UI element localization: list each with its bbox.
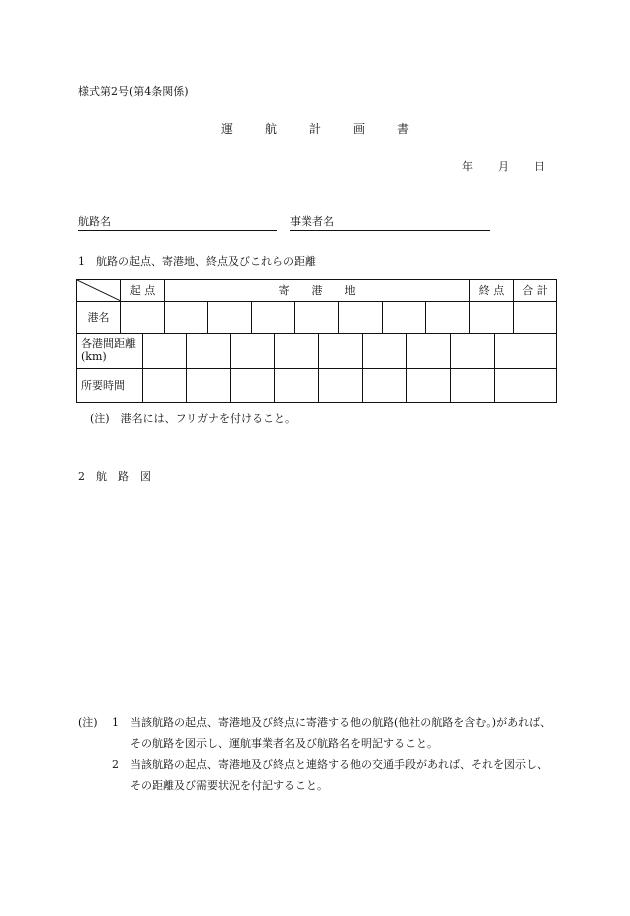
- port-name-cell[interactable]: [514, 302, 557, 334]
- distance-total-cell[interactable]: [495, 333, 557, 368]
- route-name-field[interactable]: [78, 216, 277, 231]
- distance-cell[interactable]: [319, 333, 363, 368]
- header-end: 終 点: [470, 280, 514, 302]
- time-cell[interactable]: [187, 368, 231, 402]
- distance-table: [76, 333, 557, 403]
- title-char: 航: [264, 122, 277, 136]
- corner-cell: [77, 280, 121, 302]
- header-start: 起 点: [121, 280, 165, 302]
- section1-title: 1 航路の起点、寄港地、終点及びこれらの距離: [78, 255, 316, 268]
- time-total-cell[interactable]: [495, 368, 557, 402]
- form-number: 様式第2号(第4条関係): [78, 85, 189, 98]
- distance-cell[interactable]: [231, 333, 275, 368]
- distance-cell[interactable]: [275, 333, 319, 368]
- title-char: 書: [397, 122, 410, 136]
- footnote-2-text: 当該航路の起点、寄港地及び終点と連絡する他の交通手段があれば、それを図示し、その距離及び需要状況を付記すること。: [130, 758, 548, 792]
- time-cell[interactable]: [143, 368, 187, 402]
- time-cell[interactable]: [363, 368, 407, 402]
- date-month-label: 月: [498, 160, 509, 173]
- port-name-cell[interactable]: [383, 302, 426, 334]
- distance-cell[interactable]: [407, 333, 451, 368]
- footnote-2: [78, 754, 558, 796]
- time-cell[interactable]: [275, 368, 319, 402]
- time-cell[interactable]: [451, 368, 495, 402]
- time-cell[interactable]: [407, 368, 451, 402]
- route-map-area[interactable]: [78, 490, 558, 695]
- row-label-time: 所要時間: [77, 368, 143, 402]
- date-line: [462, 160, 570, 174]
- title-char: 運: [220, 122, 233, 136]
- form-title: [0, 122, 630, 136]
- port-name-cell[interactable]: [339, 302, 383, 334]
- footnotes: [78, 712, 558, 796]
- distance-cell[interactable]: [363, 333, 407, 368]
- distance-cell[interactable]: [451, 333, 495, 368]
- section2-title: 2 航 路 図: [78, 470, 151, 483]
- route-table: [76, 279, 557, 334]
- table-note: (注) 港名には、フリガナを付けること。: [90, 412, 297, 425]
- title-char: 画: [353, 122, 366, 136]
- distance-cell[interactable]: [187, 333, 231, 368]
- port-name-cell[interactable]: [426, 302, 470, 334]
- footnote-prefix: (注): [78, 716, 98, 729]
- port-name-cell[interactable]: [295, 302, 339, 334]
- operator-name-field[interactable]: [290, 216, 490, 231]
- row-label-port-name: 港名: [77, 302, 121, 334]
- port-name-cell[interactable]: [470, 302, 514, 334]
- diagonal-line: [77, 280, 121, 301]
- footnote-1-number: 1: [112, 716, 119, 729]
- port-name-cell[interactable]: [165, 302, 208, 334]
- distance-cell[interactable]: [143, 333, 187, 368]
- header-ports: 寄 港 地: [165, 280, 470, 302]
- time-cell[interactable]: [231, 368, 275, 402]
- footnote-2-number: 2: [112, 758, 119, 771]
- header-total: 合 計: [514, 280, 557, 302]
- port-name-cell[interactable]: [252, 302, 295, 334]
- footnote-1: [78, 712, 558, 754]
- footnote-1-text: 当該航路の起点、寄港地及び終点に寄港する他の航路(他社の航路を含む。)があれば、その航路を図示し、運航事業者名及び航路名を明記すること。: [130, 716, 552, 750]
- time-cell[interactable]: [319, 368, 363, 402]
- title-char: 計: [308, 122, 321, 136]
- date-year-label: 年: [462, 160, 473, 173]
- row-label-distance: 各港間距離(km): [77, 333, 143, 368]
- date-day-label: 日: [534, 160, 545, 173]
- operator-name-label: 事業者名: [290, 215, 334, 228]
- port-name-cell[interactable]: [121, 302, 165, 334]
- footnote-indent: [78, 754, 112, 796]
- port-name-cell[interactable]: [208, 302, 252, 334]
- route-name-label: 航路名: [78, 215, 111, 228]
